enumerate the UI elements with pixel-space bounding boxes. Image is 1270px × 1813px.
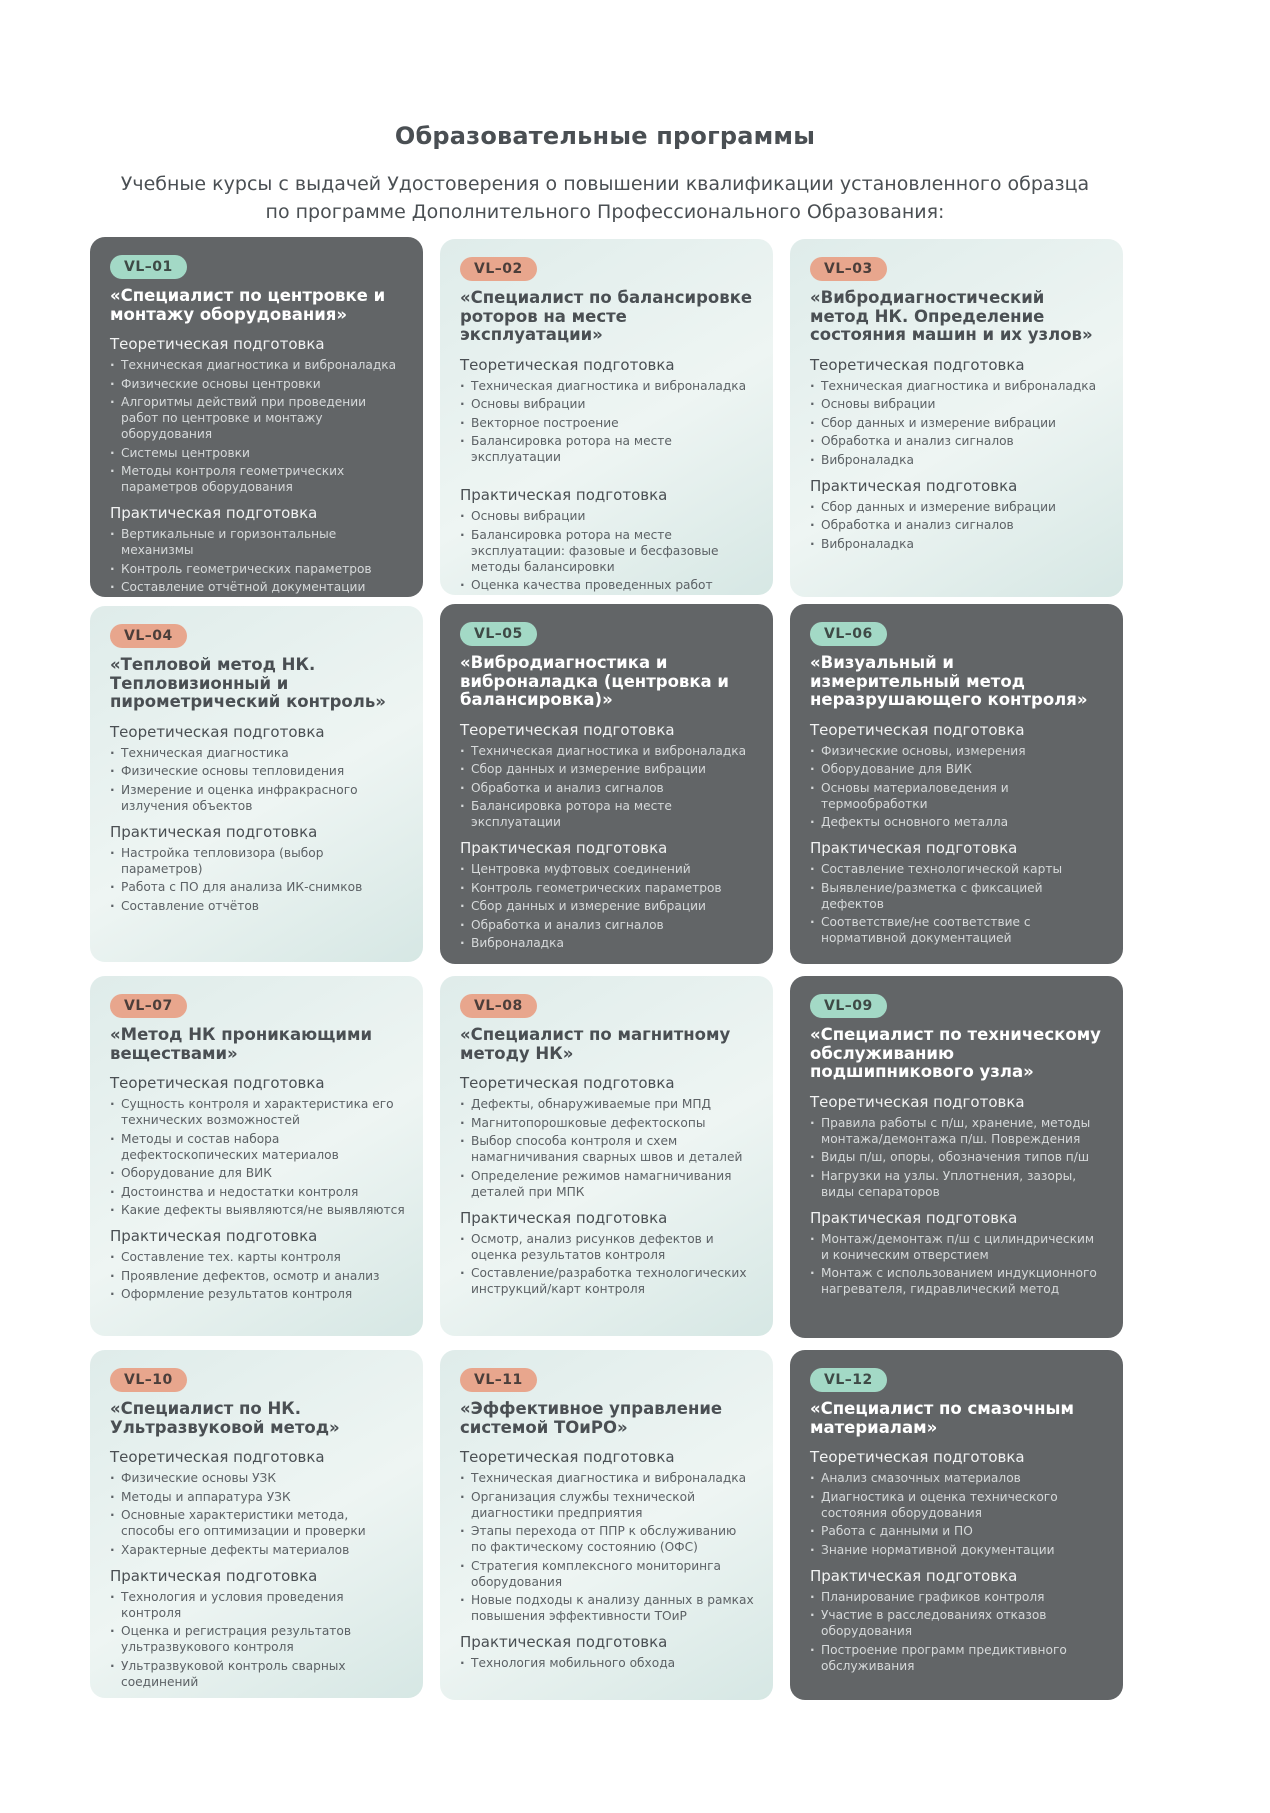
practice-list xyxy=(460,861,755,951)
program-code-badge: VL–03 xyxy=(810,257,887,281)
theory-item: · Характерные дефекты материалов xyxy=(110,1542,405,1558)
practice-item: · Обработка и анализ сигналов xyxy=(810,517,1105,533)
theory-item: · Основы вибрации xyxy=(810,396,1105,412)
theory-list xyxy=(810,743,1105,831)
theory-heading: Теоретическая подготовка xyxy=(810,1092,1025,1111)
program-code-badge: VL–07 xyxy=(110,994,187,1018)
theory-item: · Техническая диагностика и виброналадка xyxy=(460,378,755,394)
theory-list xyxy=(460,1096,755,1200)
theory-item: · Выбор способа контроля и схем намагничивания сварных швов и деталей xyxy=(460,1133,755,1165)
theory-item: · Определение режимов намагничивания деталей при МПК xyxy=(460,1168,755,1200)
practice-item: · Работа с ПО для анализа ИК-снимков xyxy=(110,879,405,895)
practice-heading: Практическая подготовка xyxy=(810,1208,1018,1227)
practice-item: · Обработка и анализ сигналов xyxy=(460,917,755,933)
program-code-badge: VL–04 xyxy=(110,624,187,648)
theory-item: · Физические основы тепловидения xyxy=(110,763,405,779)
theory-item: · Магнитопорошковые дефектоскопы xyxy=(460,1115,755,1131)
theory-heading: Теоретическая подготовка xyxy=(460,1448,675,1466)
theory-item: · Виды п/ш, опоры, обозначения типов п/ш xyxy=(810,1149,1105,1165)
theory-item: · Основы материаловедения и термообработки xyxy=(810,780,1105,812)
practice-item: · Монтаж с использованием индукционного нагревателя, гидравлический метод xyxy=(810,1265,1105,1297)
practice-list xyxy=(810,1231,1105,1298)
theory-item: · Нагрузки на узлы. Уплотнения, зазоры, виды сепараторов xyxy=(810,1168,1105,1200)
theory-item: · Системы центровки xyxy=(110,445,405,461)
spacer xyxy=(460,473,755,485)
theory-item: · Техническая диагностика xyxy=(110,745,405,761)
theory-item: · Методы и состав набора дефектоскопических материалов xyxy=(110,1131,405,1163)
theory-list xyxy=(460,743,755,831)
practice-item: · Оценка качества проведенных работ xyxy=(460,577,755,593)
theory-heading: Теоретическая подготовка xyxy=(810,1448,1025,1466)
practice-list xyxy=(110,526,405,595)
practice-item: · Оформление результатов контроля xyxy=(110,1286,405,1302)
theory-item: · Стратегия комплексного мониторинга оборудования xyxy=(460,1558,755,1590)
theory-item: · Техническая диагностика и виброналадка xyxy=(460,743,755,759)
program-title: «Специалист по центровке и монтажу оборудования» xyxy=(110,286,386,324)
program-card-vl-07 xyxy=(90,976,423,1336)
program-title: «Вибродиагностика и виброналадка (центровка и балансировка)» xyxy=(460,653,729,709)
theory-heading: Теоретическая подготовка xyxy=(460,355,675,374)
program-card-vl-10 xyxy=(90,1350,423,1698)
program-code-badge: VL–10 xyxy=(110,1368,187,1392)
practice-item: · Составление тех. карты контроля xyxy=(110,1249,405,1265)
theory-item: · Физические основы центровки xyxy=(110,376,405,392)
theory-item: · Физические основы УЗК xyxy=(110,1470,405,1486)
practice-item: · Вертикальные и горизонтальные механизмы xyxy=(110,526,405,558)
theory-item: · Оборудование для ВИК xyxy=(810,761,1105,777)
practice-heading: Практическая подготовка xyxy=(110,822,318,841)
theory-item: · Сбор данных и измерение вибрации xyxy=(460,761,755,777)
theory-list xyxy=(810,1470,1105,1558)
theory-item: · Основные характеристики метода, способы его оптимизации и проверки xyxy=(110,1507,405,1539)
program-card-vl-08 xyxy=(440,976,773,1336)
program-code-badge: VL–01 xyxy=(110,255,187,279)
practice-item: · Контроль геометрических параметров xyxy=(110,561,405,577)
theory-heading: Теоретическая подготовка xyxy=(110,1074,325,1092)
theory-item: · Работа с данными и ПО xyxy=(810,1523,1105,1539)
theory-item: · Измерение и оценка инфракрасного излучения объектов xyxy=(110,782,405,814)
theory-item: · Дефекты, обнаруживаемые при МПД xyxy=(460,1096,755,1112)
practice-item: · Балансировка ротора на месте эксплуатации: фазовые и бесфазовые методы балансировки xyxy=(460,527,755,575)
program-title: «Специалист по магнитному методу НК» xyxy=(460,1025,731,1063)
practice-item: · Виброналадка xyxy=(460,935,755,951)
theory-item: · Балансировка ротора на месте эксплуатации xyxy=(460,433,755,465)
theory-item: · Достоинства и недостатки контроля xyxy=(110,1184,405,1200)
practice-heading: Практическая подготовка xyxy=(460,839,668,857)
practice-heading: Практическая подготовка xyxy=(460,1633,668,1651)
program-card-vl-06 xyxy=(790,604,1123,964)
program-code-badge: VL–06 xyxy=(810,622,887,646)
program-code-badge: VL–09 xyxy=(810,994,887,1018)
practice-heading: Практическая подготовка xyxy=(110,1566,318,1585)
practice-item: · Соответствие/не соответствие с нормативной документацией xyxy=(810,914,1105,946)
theory-list xyxy=(810,1115,1105,1200)
practice-heading: Практическая подготовка xyxy=(110,504,318,522)
program-card-vl-02 xyxy=(440,239,773,595)
program-card-vl-09 xyxy=(790,976,1123,1338)
practice-item: · Центровка муфтовых соединений xyxy=(460,861,755,877)
practice-heading: Практическая подготовка xyxy=(810,476,1018,495)
theory-item: · Дефекты основного металла xyxy=(810,814,1105,830)
theory-item: · Алгоритмы действий при проведении работ по центровке и монтажу оборудования xyxy=(110,394,405,442)
program-card-vl-11 xyxy=(440,1350,773,1700)
program-title: «Специалист по НК. Ультразвуковой метод» xyxy=(110,1399,340,1437)
theory-list xyxy=(460,1470,755,1624)
theory-heading: Теоретическая подготовка xyxy=(460,720,675,739)
practice-heading: Практическая подготовка xyxy=(810,839,1018,857)
theory-item: · Этапы перехода от ППР к обслуживанию по фактическому состоянию (ОФС) xyxy=(460,1523,755,1555)
practice-item: · Участие в расследованиях отказов оборудования xyxy=(810,1607,1105,1639)
practice-item: · Технология мобильного обхода xyxy=(460,1655,755,1671)
theory-heading: Теоретическая подготовка xyxy=(110,722,325,741)
theory-list xyxy=(460,378,755,466)
theory-item: · Сбор данных и измерение вибрации xyxy=(810,415,1105,431)
theory-item: · Векторное построение xyxy=(460,415,755,431)
program-code-badge: VL–02 xyxy=(460,257,537,281)
program-code-badge: VL–08 xyxy=(460,994,537,1018)
practice-item: · Планирование графиков контроля xyxy=(810,1589,1105,1605)
program-title: «Визуальный и измерительный метод неразрушающего контроля» xyxy=(810,653,1088,709)
practice-list xyxy=(810,1589,1105,1674)
practice-heading: Практическая подготовка xyxy=(810,1566,1018,1585)
program-title: «Вибродиагностический метод НК. Определение состояния машин и их узлов» xyxy=(810,288,1093,344)
practice-item: · Проявление дефектов, осмотр и анализ xyxy=(110,1268,405,1284)
practice-list xyxy=(460,1231,755,1298)
subtitle-line-1: Учебные курсы с выдачей Удостоверения о повышении квалификации установленного образца xyxy=(120,173,1090,195)
practice-item: · Виброналадка xyxy=(810,536,1105,552)
theory-item: · Виброналадка xyxy=(810,452,1105,468)
program-card-vl-12 xyxy=(790,1350,1123,1700)
theory-item: · Техническая диагностика и виброналадка xyxy=(460,1470,755,1486)
program-card-vl-01 xyxy=(90,237,423,597)
practice-heading: Практическая подготовка xyxy=(110,1227,318,1245)
practice-list xyxy=(460,508,755,593)
practice-heading: Практическая подготовка xyxy=(460,1208,668,1227)
program-card-vl-04 xyxy=(90,606,423,962)
theory-item: · Обработка и анализ сигналов xyxy=(460,780,755,796)
practice-list xyxy=(810,499,1105,552)
program-card-vl-03 xyxy=(790,239,1123,597)
practice-item: · Контроль геометрических параметров xyxy=(460,880,755,896)
practice-list xyxy=(110,845,405,914)
program-card-vl-05 xyxy=(440,604,773,964)
practice-item: · Основы вибрации xyxy=(460,508,755,524)
theory-heading: Теоретическая подготовка xyxy=(810,355,1025,374)
practice-item: · Составление/разработка технологических инструкций/карт контроля xyxy=(460,1265,755,1297)
practice-list xyxy=(810,861,1105,946)
theory-item: · Какие дефекты выявляются/не выявляются xyxy=(110,1202,405,1218)
theory-item: · Основы вибрации xyxy=(460,396,755,412)
program-title: «Метод НК проникающими веществами» xyxy=(110,1025,373,1063)
program-title: «Специалист по смазочным материалам» xyxy=(810,1399,1074,1437)
practice-item: · Составление отчётов xyxy=(110,898,405,914)
theory-heading: Теоретическая подготовка xyxy=(460,1074,675,1092)
theory-item: · Техническая диагностика и виброналадка xyxy=(110,357,405,373)
theory-item: · Правила работы с п/ш, хранение, методы монтажа/демонтажа п/ш. Повреждения xyxy=(810,1115,1105,1147)
theory-item: · Организация службы технической диагностики предприятия xyxy=(460,1489,755,1521)
theory-heading: Теоретическая подготовка xyxy=(110,335,325,353)
theory-item: · Техническая диагностика и виброналадка xyxy=(810,378,1105,394)
program-title: «Тепловой метод НК. Тепловизионный и пирометрический контроль» xyxy=(110,655,386,711)
practice-list xyxy=(460,1655,755,1671)
theory-heading: Теоретическая подготовка xyxy=(110,1448,325,1466)
program-title: «Специалист по балансировке роторов на месте эксплуатации» xyxy=(460,288,753,344)
practice-list xyxy=(110,1249,405,1302)
practice-list xyxy=(110,1589,405,1690)
practice-item: · Выявление/разметка с фиксацией дефектов xyxy=(810,880,1105,912)
theory-item: · Обработка и анализ сигналов xyxy=(810,433,1105,449)
program-code-badge: VL–05 xyxy=(460,622,537,646)
theory-item: · Диагностика и оценка технического состояния оборудования xyxy=(810,1489,1105,1521)
theory-list xyxy=(110,1470,405,1558)
theory-item: · Новые подходы к анализу данных в рамках повышения эффективности ТОиР xyxy=(460,1592,755,1624)
theory-item: · Методы контроля геометрических параметров оборудования xyxy=(110,463,405,495)
theory-list xyxy=(810,378,1105,468)
practice-item: · Составление отчётной документации xyxy=(110,579,405,595)
practice-item: · Монтаж/демонтаж п/ш с цилиндрическим и коническим отверстием xyxy=(810,1231,1105,1263)
theory-item: · Балансировка ротора на месте эксплуатации xyxy=(460,798,755,830)
practice-item: · Построение программ предиктивного обслуживания xyxy=(810,1642,1105,1674)
program-title: «Эффективное управление системой ТОиРО» xyxy=(460,1399,723,1437)
theory-item: · Физические основы, измерения xyxy=(810,743,1105,759)
program-code-badge: VL–11 xyxy=(460,1368,537,1392)
practice-item: · Сбор данных и измерение вибрации xyxy=(460,898,755,914)
theory-list xyxy=(110,357,405,495)
theory-list xyxy=(110,1096,405,1218)
theory-item: · Сущность контроля и характеристика его технических возможностей xyxy=(110,1096,405,1128)
practice-item: · Осмотр, анализ рисунков дефектов и оценка результатов контроля xyxy=(460,1231,755,1263)
theory-item: · Анализ смазочных материалов xyxy=(810,1470,1105,1486)
practice-item: · Составление технологической карты xyxy=(810,861,1105,877)
theory-list xyxy=(110,745,405,814)
practice-item: · Ультразвуковой контроль сварных соединений xyxy=(110,1658,405,1690)
subtitle-line-2: по программе Дополнительного Профессионального Образования: xyxy=(265,201,945,223)
program-code-badge: VL–12 xyxy=(810,1368,887,1392)
program-title: «Специалист по техническому обслуживанию подшипникового узла» xyxy=(810,1025,1101,1081)
theory-item: · Методы и аппаратура УЗК xyxy=(110,1489,405,1505)
theory-item: · Знание нормативной документации xyxy=(810,1542,1105,1558)
page-subtitle xyxy=(0,170,1210,226)
practice-item: · Оценка и регистрация результатов ультразвукового контроля xyxy=(110,1623,405,1655)
practice-item: · Технология и условия проведения контроля xyxy=(110,1589,405,1621)
theory-heading: Теоретическая подготовка xyxy=(810,720,1025,739)
theory-item: · Оборудование для ВИК xyxy=(110,1165,405,1181)
page-title: Образовательные программы xyxy=(394,122,816,150)
practice-item: · Сбор данных и измерение вибрации xyxy=(810,499,1105,515)
practice-heading: Практическая подготовка xyxy=(460,486,668,504)
practice-item: · Настройка тепловизора (выбор параметров) xyxy=(110,845,405,877)
